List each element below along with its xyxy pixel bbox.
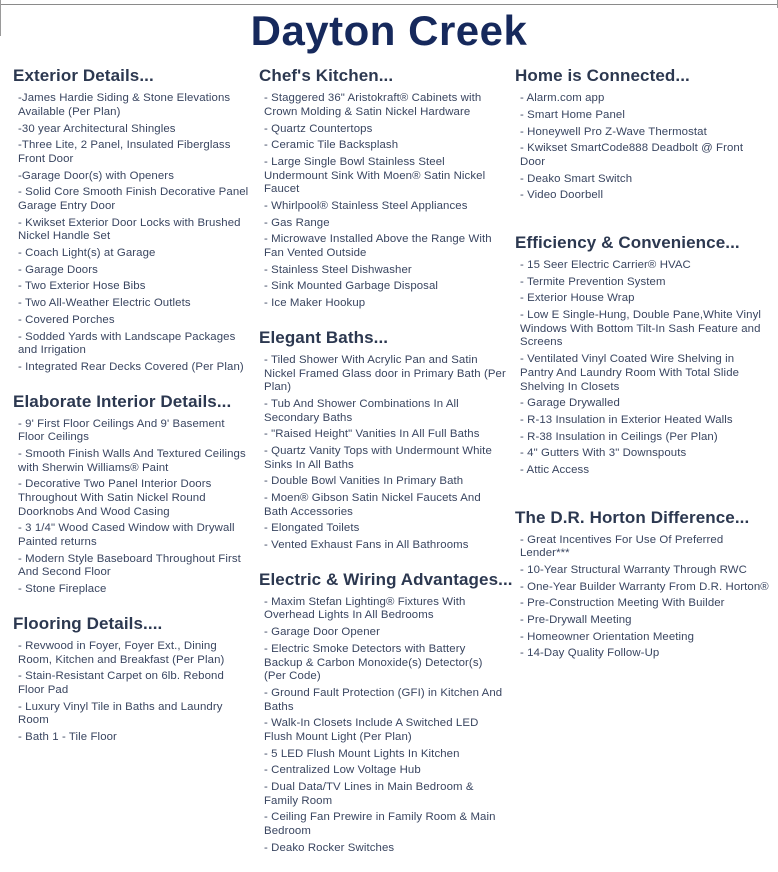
feature-item: - Staggered 36" Aristokraft® Cabinets with Crown Molding & Satin Nickel Hardware bbox=[264, 92, 482, 118]
feature-section bbox=[259, 66, 507, 311]
feature-item-list bbox=[259, 92, 507, 311]
feature-item: - Walk-In Closets Include A Switched LED Flush Mount Light (Per Plan) bbox=[264, 717, 479, 743]
feature-item: - Ground Fault Protection (GFI) in Kitchen And Baths bbox=[264, 686, 503, 713]
feature-item: - 3 1/4" Wood Cased Window with Drywall Painted returns bbox=[18, 522, 235, 549]
feature-item: - Two All-Weather Electric Outlets bbox=[18, 297, 191, 310]
feature-item-list bbox=[259, 354, 507, 553]
feature-item: - Revwood in Foyer, Foyer Ext., Dining Room, Kitchen and Breakfast (Per Plan) bbox=[18, 639, 225, 666]
feature-item: - Pre-Drywall Meeting bbox=[520, 614, 632, 627]
feature-section bbox=[259, 328, 507, 553]
feature-item: - Ceramic Tile Backsplash bbox=[264, 139, 399, 152]
feature-item: - Kwikset SmartCode888 Deadbolt @ Front Door bbox=[520, 142, 744, 168]
section-heading: Elaborate Interior Details... bbox=[13, 391, 232, 411]
feature-item: - Sodded Yards with Landscape Packages and Irrigation bbox=[18, 330, 236, 357]
section-heading: Exterior Details... bbox=[13, 66, 154, 86]
feature-item-list bbox=[13, 640, 251, 745]
feature-item: - Attic Access bbox=[520, 463, 590, 476]
feature-section bbox=[13, 66, 251, 374]
feature-item: - Pre-Construction Meeting With Builder bbox=[520, 597, 725, 610]
feature-item: - Tiled Shower With Acrylic Pan and Satin Nickel Framed Glass door in Primary Bath (Per Plan) bbox=[264, 353, 506, 394]
feature-item: - Microwave Installed Above the Range With Fan Vented Outside bbox=[264, 233, 492, 260]
feature-item: - Deako Rocker Switches bbox=[264, 841, 395, 854]
feature-item: - Dual Data/TV Lines in Main Bedroom & Family Room bbox=[264, 781, 474, 807]
feature-section bbox=[515, 508, 770, 662]
column-right bbox=[515, 66, 770, 872]
feature-section bbox=[13, 392, 251, 597]
feature-section bbox=[259, 569, 513, 856]
feature-item: -Three Lite, 2 Panel, Insulated Fiberglass Front Door bbox=[18, 139, 231, 165]
feature-item: -James Hardie Siding & Stone Elevations Available (Per Plan) bbox=[18, 92, 231, 118]
section-heading: Chef's Kitchen... bbox=[259, 66, 394, 86]
section-heading: Flooring Details.... bbox=[13, 613, 163, 633]
feature-item: -30 year Architectural Shingles bbox=[18, 122, 176, 135]
feature-item: - Two Exterior Hose Bibs bbox=[18, 280, 146, 293]
feature-item: - Maxim Stefan Lighting® Fixtures With Overhead Lights In All Bedrooms bbox=[264, 595, 466, 622]
feature-item: - Stainless Steel Dishwasher bbox=[264, 263, 412, 276]
feature-item: - Bath 1 - Tile Floor bbox=[18, 730, 117, 743]
feature-item: - Double Bowl Vanities In Primary Bath bbox=[264, 475, 464, 488]
feature-item: - Quartz Vanity Tops with Undermount White Sinks In All Baths bbox=[264, 444, 492, 471]
feature-item: - 15 Seer Electric Carrier® HVAC bbox=[520, 259, 691, 271]
feature-section bbox=[13, 614, 251, 745]
feature-item: - Ventilated Vinyl Coated Wire Shelving in Pantry And Laundry Room With Total Slide Shelving In Closets bbox=[520, 353, 740, 393]
top-rule-divider bbox=[0, 4, 778, 5]
feature-item: - Deako Smart Switch bbox=[520, 172, 633, 185]
feature-item: - Vented Exhaust Fans in All Bathrooms bbox=[264, 539, 469, 552]
feature-item: - 10-Year Structural Warranty Through RWC bbox=[520, 564, 747, 576]
feature-item: - Integrated Rear Decks Covered (Per Plan) bbox=[18, 360, 244, 373]
feature-item: - Gas Range bbox=[264, 216, 330, 229]
feature-item: - Garage Doors bbox=[18, 263, 98, 276]
feature-item: - Elongated Toilets bbox=[264, 522, 360, 535]
feature-item-list bbox=[13, 92, 251, 374]
column-center bbox=[259, 66, 513, 872]
feature-item: - Ceiling Fan Prewire in Family Room & Main Bedroom bbox=[264, 811, 496, 838]
feature-item: - Garage Drywalled bbox=[520, 397, 620, 410]
feature-item: - Modern Style Baseboard Throughout First And Second Floor bbox=[18, 552, 241, 579]
feature-item: - Decorative Two Panel Interior Doors Throughout With Satin Nickel Round Doorknobs And Wood Casing bbox=[18, 478, 212, 518]
feature-item: - Sink Mounted Garbage Disposal bbox=[264, 280, 439, 293]
feature-item: - Smart Home Panel bbox=[520, 108, 625, 121]
column-left bbox=[13, 66, 251, 872]
feature-item: - One-Year Builder Warranty From D.R. Horton® bbox=[520, 580, 769, 593]
feature-item: - Exterior House Wrap bbox=[520, 292, 635, 305]
feature-item: - Honeywell Pro Z-Wave Thermostat bbox=[520, 125, 707, 138]
feature-item: - Alarm.com app bbox=[520, 92, 605, 105]
feature-item: - Large Single Bowl Stainless Steel Undermount Sink With Moen® Satin Nickel Faucet bbox=[264, 155, 486, 196]
feature-item: - R-13 Insulation in Exterior Heated Walls bbox=[520, 413, 733, 426]
section-heading: Efficiency & Convenience... bbox=[515, 233, 740, 252]
feature-item: - Low E Single-Hung, Double Pane,White Vinyl Windows With Bottom Tilt-In Sash Feature and Screens bbox=[520, 309, 761, 349]
feature-section bbox=[515, 66, 770, 203]
feature-item-list bbox=[515, 534, 770, 662]
feature-item: - Quartz Countertops bbox=[264, 122, 373, 135]
feature-section bbox=[515, 233, 770, 478]
section-heading: The D.R. Horton Difference... bbox=[515, 507, 750, 527]
feature-item: - Stone Fireplace bbox=[18, 583, 107, 596]
feature-item: - 14-Day Quality Follow-Up bbox=[520, 647, 660, 660]
feature-item: - Covered Porches bbox=[18, 313, 115, 326]
feature-item: - Ice Maker Hookup bbox=[264, 297, 366, 310]
feature-item: - 4" Gutters With 3" Downspouts bbox=[520, 447, 687, 460]
feature-item: - Smooth Finish Walls And Textured Ceilings with Sherwin Williams® Paint bbox=[18, 447, 246, 474]
feature-item: - Coach Light(s) at Garage bbox=[18, 247, 156, 260]
feature-item-list bbox=[515, 92, 770, 203]
feature-item: - Garage Door Opener bbox=[264, 626, 380, 639]
feature-item: - Luxury Vinyl Tile in Baths and Laundry Room bbox=[18, 700, 223, 727]
feature-item: - Video Doorbell bbox=[520, 189, 604, 202]
feature-item: - Centralized Low Voltage Hub bbox=[264, 764, 421, 777]
section-heading: Electric & Wiring Advantages... bbox=[259, 569, 513, 589]
feature-item: - Kwikset Exterior Door Locks with Brushed Nickel Handle Set bbox=[18, 216, 241, 243]
feature-item: - Homeowner Orientation Meeting bbox=[520, 630, 695, 643]
feature-item: - 9' First Floor Ceilings And 9' Basement Floor Ceilings bbox=[18, 417, 225, 444]
section-heading: Elegant Baths... bbox=[259, 327, 389, 347]
feature-item-list bbox=[515, 259, 770, 478]
feature-item: - Electric Smoke Detectors with Battery Backup & Carbon Monoxide(s) Detector(s) (Per Code) bbox=[264, 642, 483, 683]
feature-item: - "Raised Height" Vanities In All Full Baths bbox=[264, 428, 480, 441]
page-title: Dayton Creek bbox=[250, 7, 528, 54]
feature-item-list bbox=[259, 596, 507, 856]
feature-item: - Termite Prevention System bbox=[520, 275, 666, 288]
feature-item: - Tub And Shower Combinations In All Secondary Baths bbox=[264, 397, 459, 424]
feature-item: - Great Incentives For Use Of Preferred Lender*** bbox=[520, 533, 724, 560]
section-heading: Home is Connected... bbox=[515, 66, 690, 86]
feature-item: - Stain-Resistant Carpet on 6lb. Rebond Floor Pad bbox=[18, 670, 224, 696]
feature-item: -Garage Door(s) with Openers bbox=[18, 169, 174, 182]
feature-item: - R-38 Insulation in Ceilings (Per Plan) bbox=[520, 430, 718, 443]
feature-item: - 5 LED Flush Mount Lights In Kitchen bbox=[264, 747, 460, 760]
feature-columns bbox=[0, 54, 778, 872]
feature-item: - Moen® Gibson Satin Nickel Faucets And Bath Accessories bbox=[264, 492, 481, 518]
left-edge-tick bbox=[0, 0, 1, 36]
feature-item: - Whirlpool® Stainless Steel Appliances bbox=[264, 200, 468, 212]
feature-item-list bbox=[13, 418, 251, 597]
feature-item: - Solid Core Smooth Finish Decorative Panel Garage Entry Door bbox=[18, 186, 249, 212]
